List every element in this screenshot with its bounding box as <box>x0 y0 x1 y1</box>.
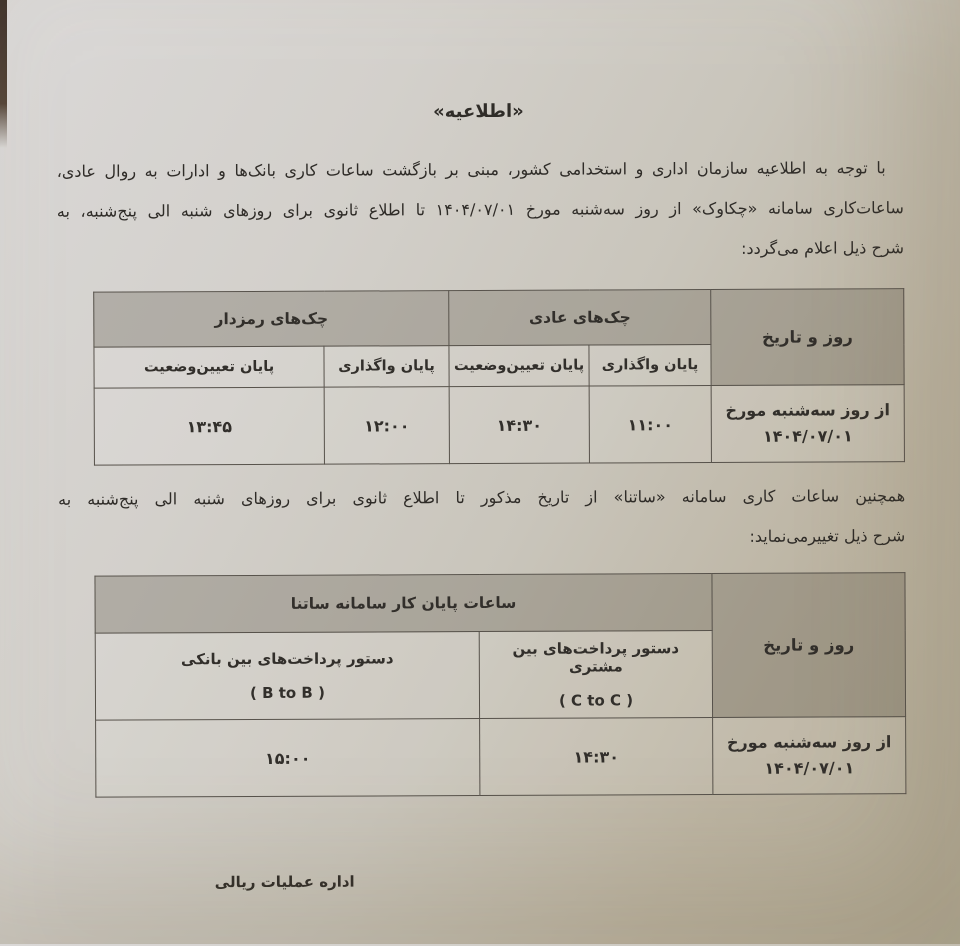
column-header-cell <box>95 632 479 721</box>
notice-paragraph <box>0 148 959 272</box>
time-value-cell: ۱۲:۰۰ <box>324 387 449 465</box>
column-header-label: دستور پرداخت‌های بین مشتری <box>512 639 680 676</box>
column-header-cell: پایان تعیین‌وضعیت <box>94 346 324 388</box>
column-header-cell: پایان واگذاری <box>589 344 711 386</box>
effective-date-line1: از روز سه‌شنبه مورخ <box>725 400 890 420</box>
satna-paragraph-line1: همچنین ساعات کاری سامانه «ساتنا» از تاریخ مذکور تا اطلاع ثانوی برای روزهای شنبه الی پنج‌شنبه به <box>58 486 906 509</box>
effective-date-cell <box>713 717 906 795</box>
column-header-sublabel: ( B to B ) <box>249 683 325 703</box>
notice-paragraph-line1: با توجه به اطلاعیه سازمان اداری و استخدامی کشور، مبنی بر بازگشت ساعات کاری بانک‌ها و ادارات به روال عادی، <box>56 158 886 181</box>
page-title: «اطلاعیه» <box>433 100 524 123</box>
satna-table-title: ساعات پایان کار سامانه ساتنا <box>95 573 712 633</box>
satna-hours-table <box>94 572 906 798</box>
cheque-hours-table <box>93 288 905 466</box>
column-header-cell: پایان واگذاری <box>324 346 449 388</box>
time-value-cell: ۱۱:۰۰ <box>589 385 711 463</box>
footer-signature: اداره عملیات ریالی <box>214 872 355 892</box>
group-header-normal-cheques: چک‌های عادی <box>449 289 711 345</box>
time-value-cell: ۱۳:۴۵ <box>94 387 324 465</box>
effective-date-line2: ۱۴۰۴/۰۷/۰۱ <box>764 758 855 778</box>
notice-paragraph-line3: شرح ذیل اعلام می‌گردد: <box>741 238 905 258</box>
effective-date-line1: از روز سه‌شنبه مورخ <box>726 732 892 752</box>
satna-paragraph <box>0 476 960 560</box>
column-header-cell: پایان تعیین‌وضعیت <box>449 345 589 387</box>
column-header-label: دستور پرداخت‌های بین بانکی <box>180 649 394 669</box>
column-header-sublabel: ( C to C ) <box>558 691 634 710</box>
notice-paragraph-line2: ساعات‌کاری سامانه «چکاوک» از روز سه‌شنبه مورخ ۱۴۰۴/۰۷/۰۱ تا اطلاع ثانوی برای روزهای شنبه الی پنج‌شنبه، به <box>56 198 904 221</box>
time-value-cell: ۱۴:۳۰ <box>449 386 589 464</box>
effective-date-cell <box>711 385 904 463</box>
effective-date-line2: ۱۴۰۴/۰۷/۰۱ <box>762 426 853 446</box>
day-date-header: روز و تاریخ <box>711 289 904 386</box>
column-header-cell <box>479 630 712 718</box>
time-value-cell: ۱۵:۰۰ <box>96 719 480 798</box>
photo-edge-shadow <box>0 0 7 148</box>
group-header-coded-cheques: چک‌های رمزدار <box>94 291 449 348</box>
satna-paragraph-line2: شرح ذیل تغییرمی‌نماید: <box>749 526 906 546</box>
time-value-cell: ۱۴:۳۰ <box>480 717 713 795</box>
day-date-header: روز و تاریخ <box>712 573 906 718</box>
